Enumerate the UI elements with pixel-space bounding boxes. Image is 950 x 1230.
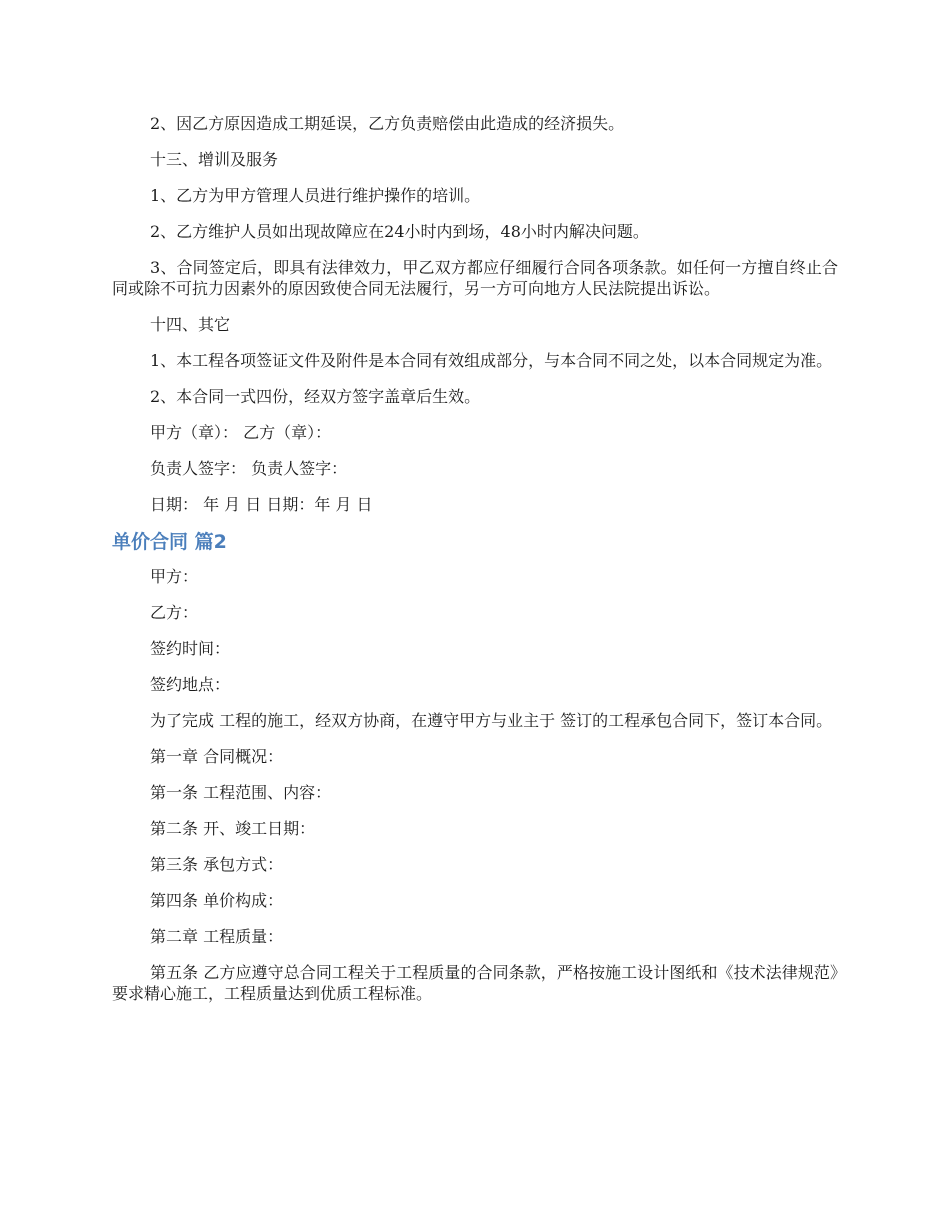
- section-heading: 单价合同 篇2: [112, 531, 227, 553]
- section-1: [112, 113, 838, 515]
- section-2: [112, 566, 838, 1004]
- signature-line-seal: 甲方（章）： 乙方（章）：: [150, 423, 332, 442]
- paragraph: 3、合同签定后，即具有法律效力，甲乙双方都应仔细履行合同各项条款。如任何一方擅自终止合同或除不可抗力因素外的原因致使合同无法履行，另一方可向地方人民法院提出诉讼。: [112, 258, 838, 298]
- article: 第二条 开、竣工日期：: [150, 819, 316, 838]
- chapter-heading: 第二章 工程质量：: [150, 927, 284, 946]
- clause-heading: 十三、增训及服务: [150, 150, 279, 169]
- article: 第五条 乙方应遵守总合同工程关于工程质量的合同条款，严格按施工设计图纸和《技术法律规范》要求精心施工，工程质量达到优质工程标准。: [112, 963, 838, 1003]
- paragraph: 为了完成 工程的施工，经双方协商，在遵守甲方与业主于 签订的工程承包合同下，签订本合同。: [150, 711, 833, 730]
- paragraph: 2、本合同一式四份，经双方签字盖章后生效。: [150, 387, 481, 406]
- chapter-heading: 第一章 合同概况：: [150, 747, 284, 766]
- paragraph: 2、乙方维护人员如出现故障应在24小时内到场，48小时内解决问题。: [150, 222, 649, 241]
- signing-time-field: 签约时间：: [150, 639, 231, 658]
- signature-line-date: 日期： 年 月 日 日期：年 月 日: [150, 495, 373, 514]
- paragraph: 2、因乙方原因造成工期延误，乙方负责赔偿由此造成的经济损失。: [150, 114, 625, 133]
- article: 第四条 单价构成：: [150, 891, 284, 910]
- party-b-field: 乙方：: [150, 603, 199, 622]
- clause-heading: 十四、其它: [150, 315, 231, 334]
- signature-line-person: 负责人签字： 负责人签字：: [150, 459, 348, 478]
- party-a-field: 甲方：: [150, 567, 199, 586]
- paragraph: 1、乙方为甲方管理人员进行维护操作的培训。: [150, 186, 481, 205]
- article: 第三条 承包方式：: [150, 855, 284, 874]
- article: 第一条 工程范围、内容：: [150, 783, 332, 802]
- signing-place-field: 签约地点：: [150, 675, 231, 694]
- paragraph: 1、本工程各项签证文件及附件是本合同有效组成部分，与本合同不同之处，以本合同规定为准。: [150, 351, 833, 370]
